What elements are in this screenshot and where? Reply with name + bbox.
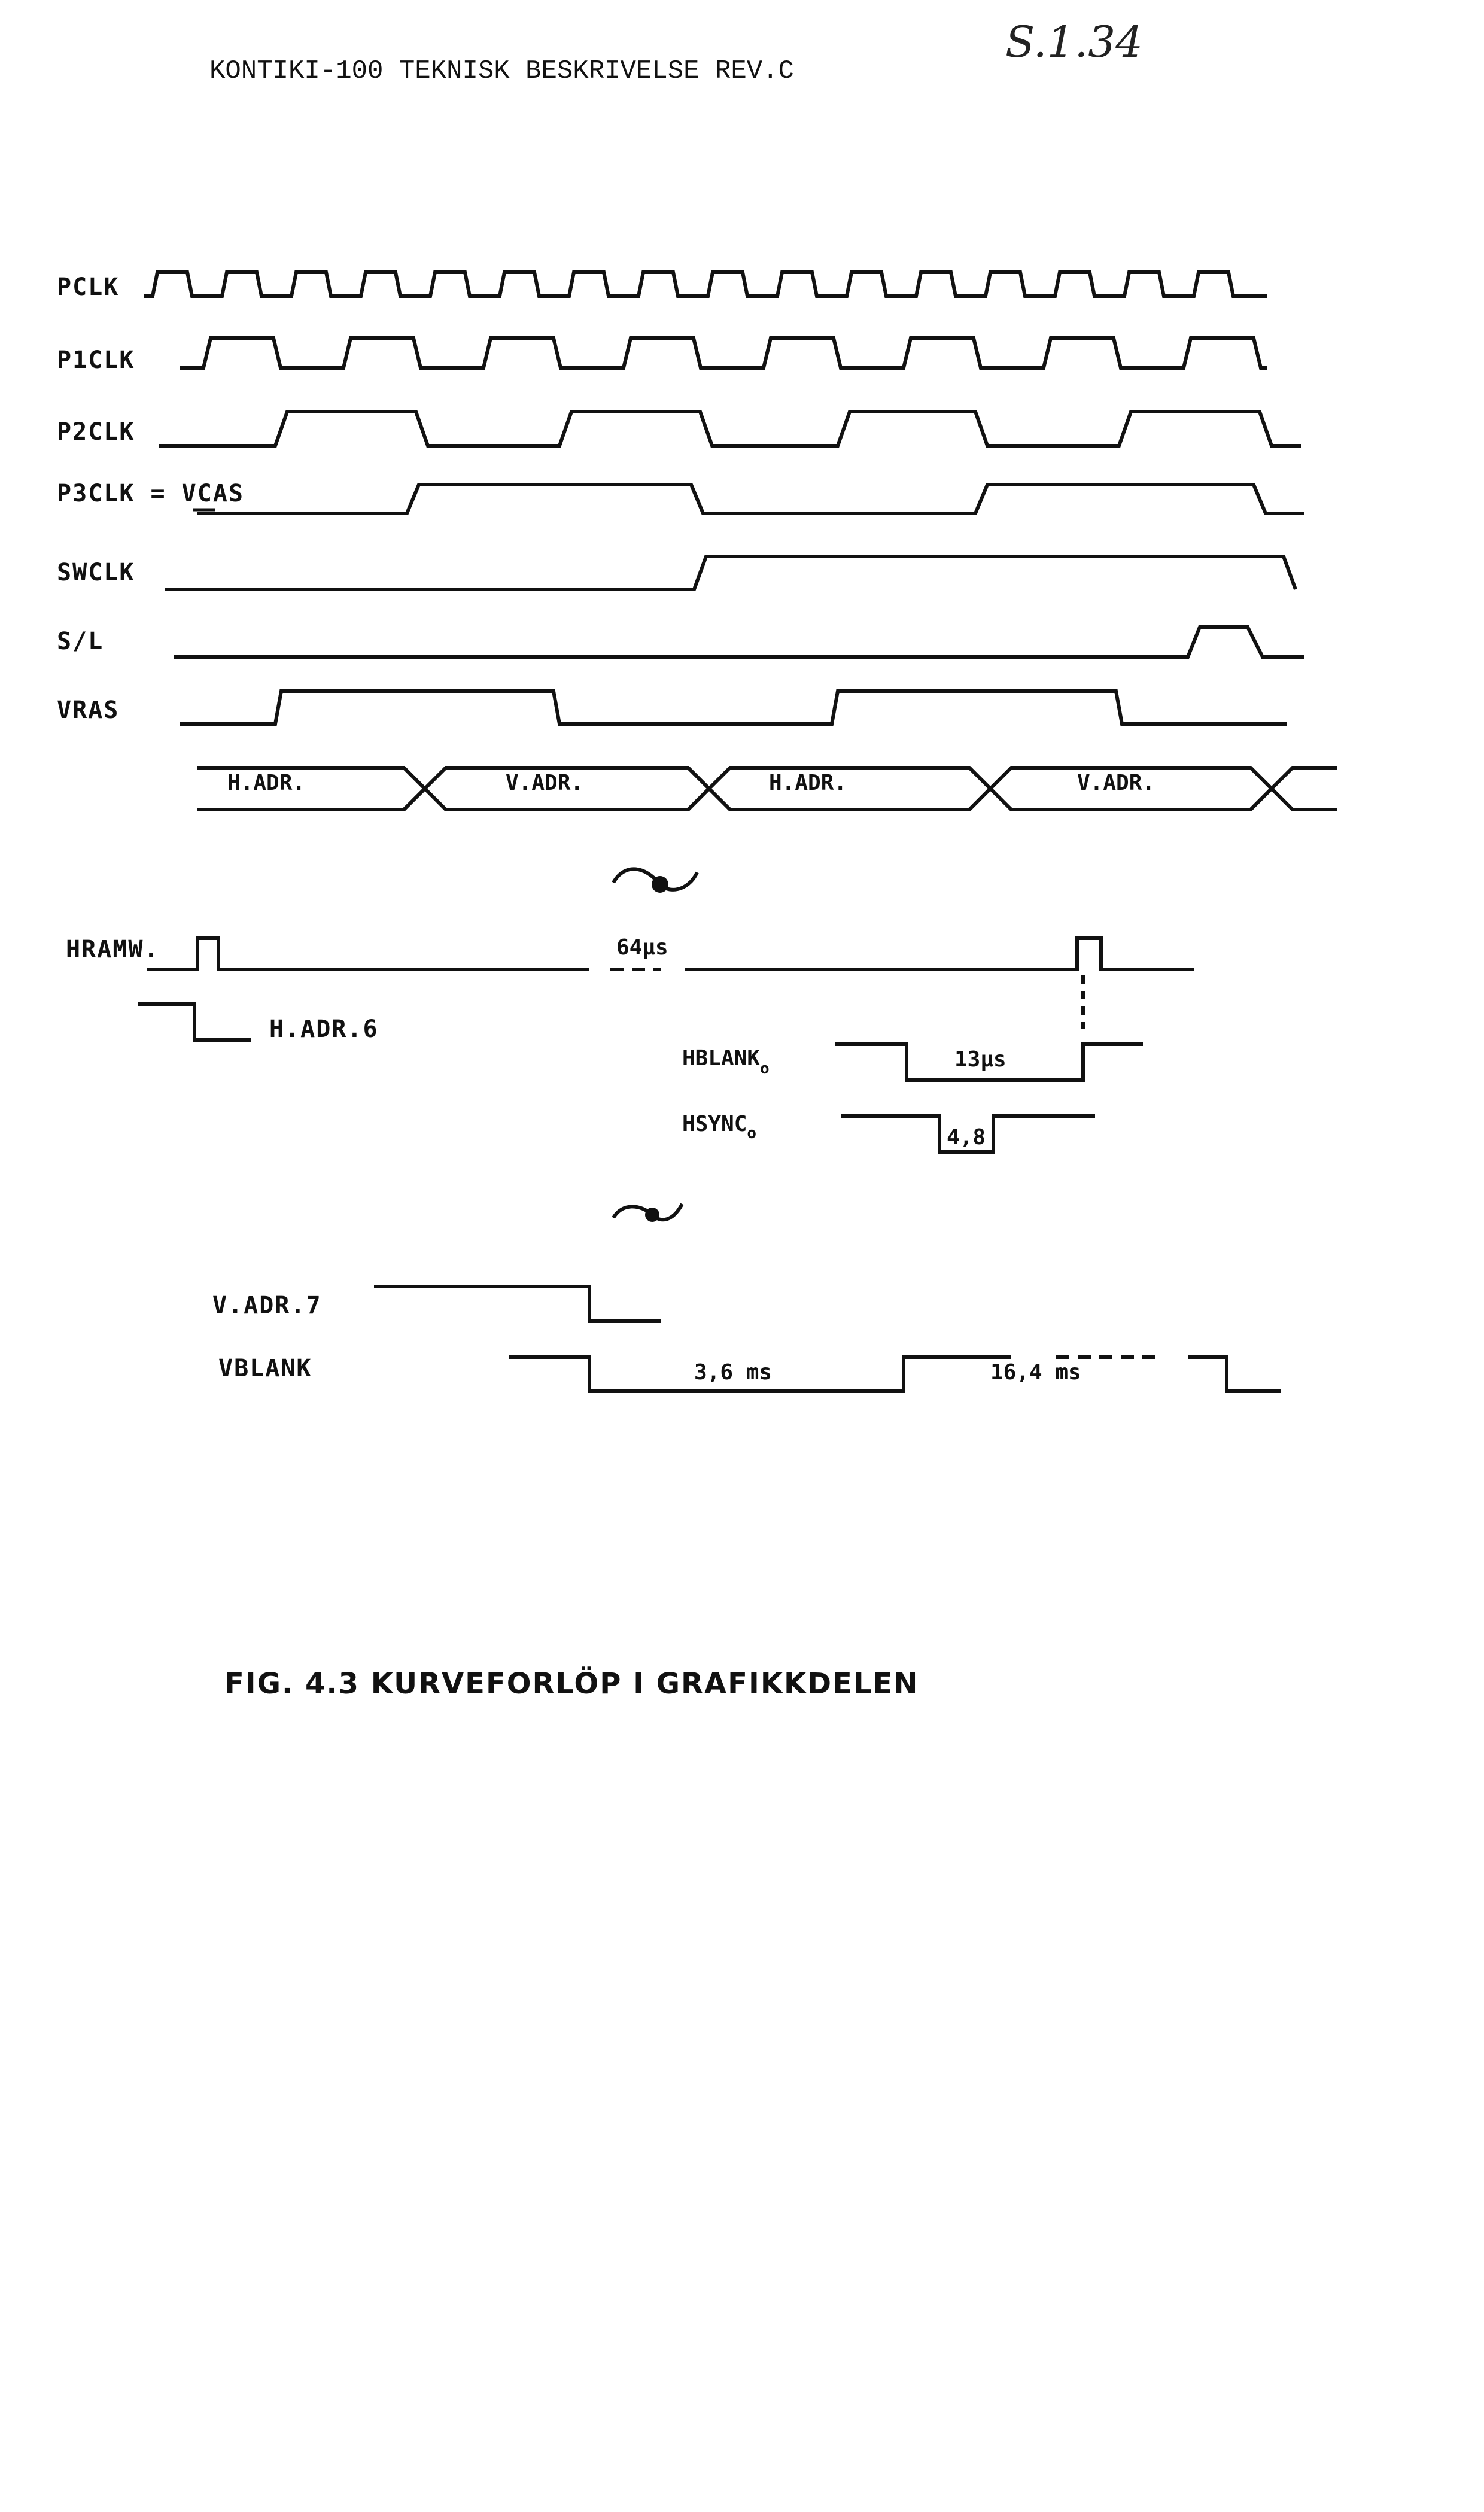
- time-break-symbol: [613, 869, 697, 893]
- signal-label-hramw: HRAMW.: [66, 936, 160, 963]
- vras-waveform: [180, 691, 1287, 724]
- period-label: 64µs: [616, 935, 668, 960]
- bus-label-v-adr: V.ADR.: [506, 771, 584, 795]
- signal-label-p3clk: P3CLK = VCAS: [57, 480, 244, 507]
- hblank-width-label: 13µs: [954, 1047, 1006, 1072]
- figure-caption: FIG. 4.3 KURVEFORLÖP I GRAFIKKDELEN: [224, 1667, 919, 1701]
- hblank-subscript: o: [760, 1060, 770, 1078]
- vblank-low-label: 3,6 ms: [694, 1360, 773, 1385]
- pclk-waveform: [144, 272, 1267, 296]
- signal-label-pclk: PCLK: [57, 273, 120, 301]
- hramw-waveform-left: [147, 938, 589, 969]
- signal-label-p2clk: P2CLK: [57, 418, 135, 446]
- hadr6-waveform: [138, 1004, 251, 1040]
- signal-label-hsync: [682, 1112, 756, 1142]
- hsync-width-label: 4,8: [947, 1125, 986, 1149]
- hramw-waveform-right: [685, 938, 1194, 969]
- page-number: S.1.34: [1005, 17, 1143, 67]
- bus-label-h-adr: H.ADR.: [769, 771, 847, 795]
- hsync-label: HSYNC: [682, 1112, 747, 1136]
- time-break-symbol: [613, 1204, 682, 1222]
- signal-label-vras: VRAS: [57, 697, 120, 724]
- signal-label-vblank: VBLANK: [218, 1355, 312, 1382]
- signal-label-swclk: SWCLK: [57, 559, 135, 586]
- vblank-waveform-right: [1188, 1357, 1281, 1391]
- bus-label-h-adr: H.ADR.: [227, 771, 306, 795]
- address-bus: [197, 768, 1337, 810]
- signal-label-sl: S/L: [57, 628, 104, 655]
- swclk-waveform: [165, 556, 1296, 589]
- p3clk-waveform: [197, 485, 1304, 513]
- signal-label-hadr6: H.ADR.6: [269, 1015, 379, 1043]
- p2clk-waveform: [159, 412, 1301, 446]
- document-header: KONTIKI-100 TEKNISK BESKRIVELSE REV.C: [209, 56, 794, 86]
- vblank-high-label: 16,4 ms: [990, 1360, 1081, 1385]
- bus-label-v-adr: V.ADR.: [1077, 771, 1155, 795]
- signal-label-p1clk: P1CLK: [57, 346, 135, 374]
- signal-label-hblank: [682, 1046, 770, 1078]
- signal-label-vadr7: V.ADR.7: [212, 1292, 322, 1319]
- hblank-label: HBLANK: [682, 1046, 761, 1071]
- sl-waveform: [174, 627, 1304, 657]
- bus-segment-outline: [1251, 768, 1337, 810]
- p1clk-waveform: [180, 338, 1267, 368]
- hsync-subscript: o: [747, 1124, 757, 1142]
- vadr7-waveform: [374, 1287, 661, 1321]
